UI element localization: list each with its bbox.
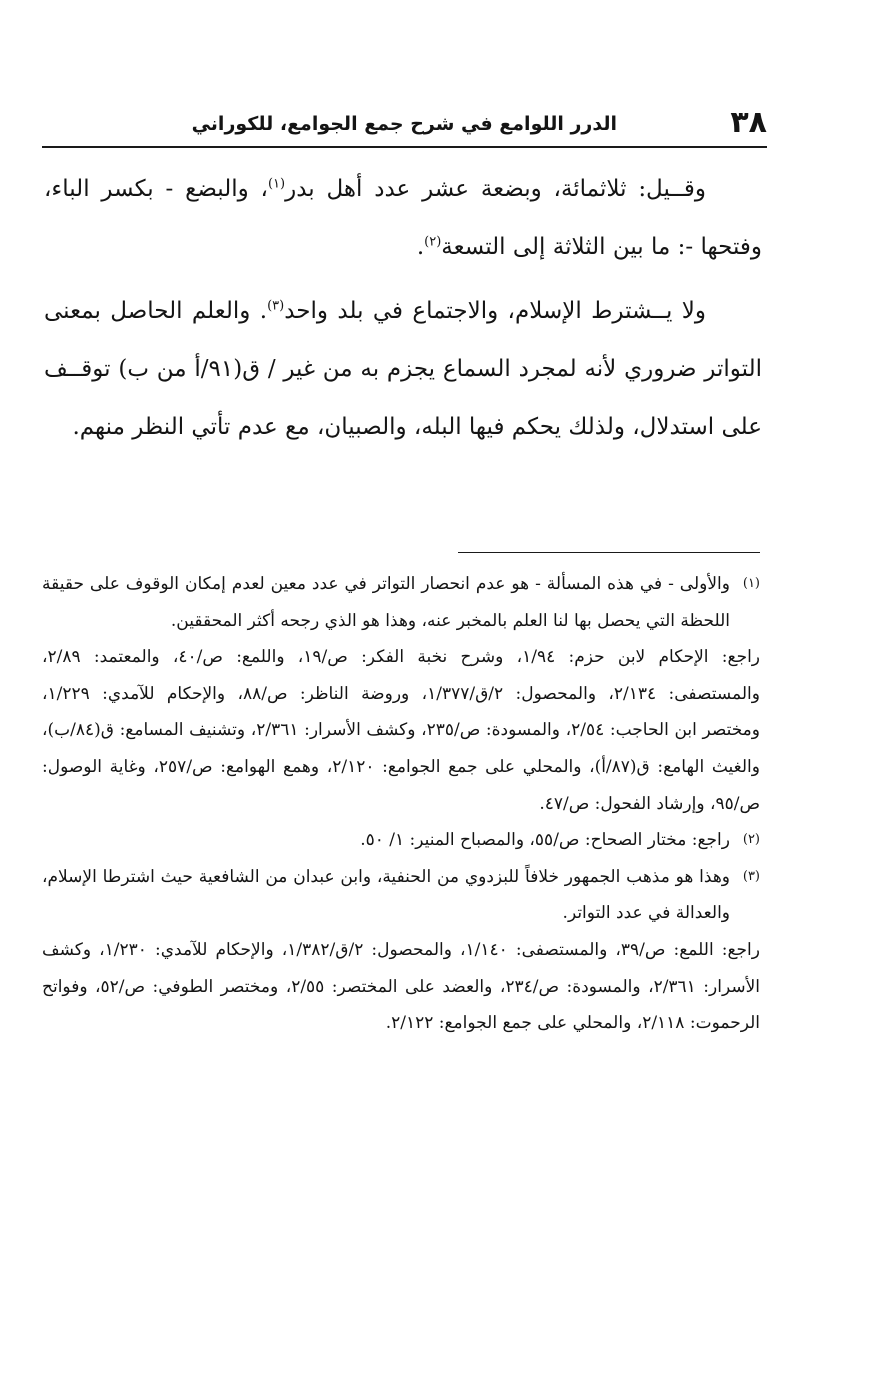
- paragraph-text: وقــيل: ثلاثمائة، وبضعة عشر عدد أهل بدر: [285, 176, 706, 202]
- footnote-separator: [458, 552, 760, 553]
- footnote-number: (١): [742, 576, 760, 591]
- footnote-marker: (٣): [267, 298, 285, 314]
- paragraph-text: . والعلم الحاصل بمعنى التواتر ضروري لأنه لمجرد السماع يجزم به من غير / ق(٩١/أ من ب) توقــف على استدلال، ولذلك يحكم فيها البله، والصبيان، مع عدم تأتي النظر منهم.: [44, 298, 762, 440]
- paragraph-text: ، والبضع - بكسر الباء، وفتحها -: ما بين الثلاثة إلى التسعة: [44, 176, 762, 260]
- page-header: [42, 104, 767, 148]
- footnote-text: وهذا هو مذهب الجمهور خلافاً للبزدوي من الحنفية، وابن عبدان من الشافعية حيث اشترطا الإسلام، والعدالة في عدد التواتر.: [42, 866, 730, 924]
- footnote-references: راجع: الإحكام لابن حزم: ١/٩٤، وشرح نخبة الفكر: ص/١٩، واللمع: ص/٤٠، والمعتمد: ٢/٨٩، والمستصفى: ٢/١٣٤، والمحصول: ٢/ق/١/٣٧٧، وروضة الناظر: ص/٨٨، والإحكام للآمدي: ١/٢٢٩، ومختصر ابن الحاجب: ٢/٥٤، والمسودة: ص/٢٣٥، وكشف الأسرار: ٢/٣٦١، وتشنيف المسامع: ق(٨٤/ب)، والغيث الهامع: ق(٨٧/أ)، والمحلي على جمع الجوامع: ٢/١٢٠، وهمع الهوامع: ص/٢٥٧، وغاية الوصول: ص/٩٥، وإرشاد الفحول: ص/٤٧.: [42, 647, 761, 814]
- footnote-number: (٣): [742, 868, 760, 884]
- paragraph: [44, 160, 762, 276]
- paragraph-text: .: [416, 234, 425, 260]
- footnote-3: [42, 859, 760, 932]
- footnotes: [42, 566, 760, 1042]
- main-text: [44, 160, 762, 456]
- page-number: ٣٨: [730, 105, 767, 140]
- paragraph: [44, 282, 762, 456]
- paragraph-text: ولا يــشترط الإسلام، والاجتماع في بلد واحد: [284, 298, 706, 324]
- footnote-marker: (٢): [424, 234, 442, 250]
- footnote-1: [42, 566, 760, 639]
- footnote-text: راجع: مختار الصحاح: ص/٥٥، والمصباح المنير: ١/ ٥٠.: [360, 830, 730, 851]
- footnote-references: راجع: اللمع: ص/٣٩، والمستصفى: ١/١٤٠، والمحصول: ٢/ق/١/٣٨٢، والإحكام للآمدي: ١/٢٣٠، وكشف الأسرار: ٢/٣٦١، والمسودة: ص/٢٣٤، والعضد على المختصر: ٢/٥٥، ومختصر الطوفي: ص/٥٢، وفواتح الرحموت: ٢/١١٨، والمحلي على جمع الجوامع: ٢/١٢٢.: [42, 939, 761, 1034]
- footnote-text: والأولى - في هذه المسألة - هو عدم انحصار التواتر في عدد معين لعدم إمكان الوقوف على حقيقة اللحظة التي يحصل بها لنا العلم بالمخبر عنه، وهذا هو الذي رجحه أكثر المحققين.: [42, 574, 730, 631]
- footnote-number: (٢): [742, 832, 760, 848]
- footnote-2: [42, 822, 760, 859]
- footnote-marker: (١): [267, 176, 286, 192]
- running-title: الدرر اللوامع في شرح جمع الجوامع، للكوراني: [191, 113, 617, 135]
